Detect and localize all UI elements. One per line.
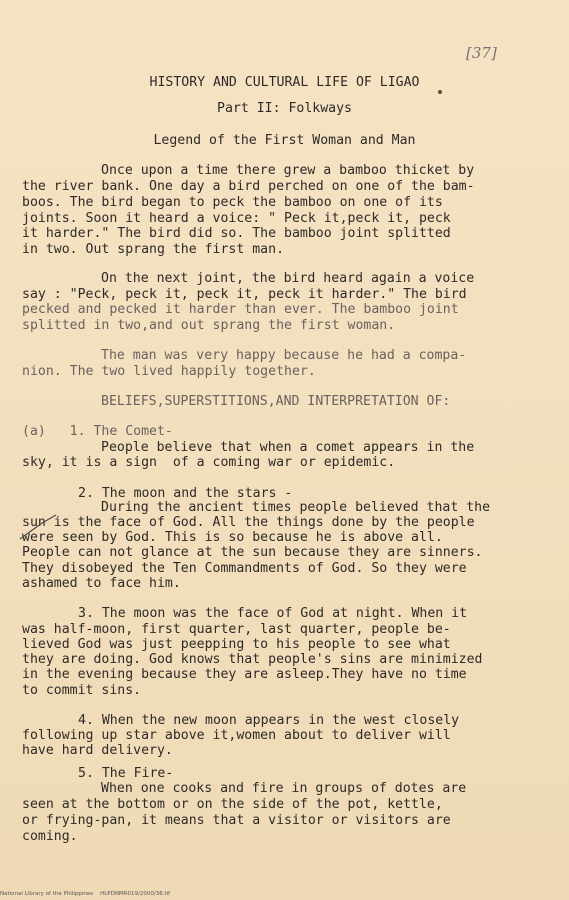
text-line: pecked and pecked it harder than ever. The bamboo joint [22,302,459,317]
text-line: boos. The bird began to peck the bamboo on one of its [22,195,443,210]
text-line: seen at the bottom or on the side of the pot, kettle, [22,797,443,812]
archive-footer: National Library of the Philippines HLPDNMR019/2000/36.tif [0,891,171,897]
text-line: have hard delivery. [22,743,173,758]
text-line: in two. Out sprang the first man. [22,242,285,257]
text-line: coming. [22,829,78,844]
text-line: They disobeyed the Ten Commandments of God. So they were [22,561,467,576]
text-line: say : "Peck, peck it, peck it, peck it harder." The bird [22,287,467,302]
text-line: 4. When the new moon appears in the west closely [78,713,460,728]
pen-stroke-mark [14,505,64,545]
text-line: People can not glance at the sun because they are sinners. [22,545,483,560]
item-label: (a) 1. The Comet- [22,424,173,439]
text-line: sky, it is a sign of a coming war or epidemic. [22,455,396,470]
document-title: HISTORY AND CULTURAL LIFE OF LIGAO [149,75,420,90]
text-line: splitted in two,and out sprang the first woman. [22,318,396,333]
text-line: to commit sins. [22,683,142,698]
item-label: 2. The moon and the stars - [78,486,293,501]
text-line: in the evening because they are asleep.They have no time [22,667,467,682]
text-line: Once upon a time there grew a bamboo thicket by [101,163,475,178]
text-line: it harder." The bird did so. The bamboo joint splitted [22,226,451,241]
text-line: People believe that when a comet appears in the [101,440,475,455]
text-line: ashamed to face him. [22,576,181,591]
text-line: was half-moon, first quarter, last quarter, people be- [22,622,451,637]
text-line: 3. The moon was the face of God at night. When it [78,606,468,621]
page-number: [37] [466,44,497,62]
text-line: were seen by God. This is so because he is above all. [22,530,443,545]
text-line: The man was very happy because he had a compa- [101,348,467,363]
legend-title: Legend of the First Woman and Man [153,133,416,148]
text-line: following up star above it,women about to deliver will [22,728,451,743]
text-line: On the next joint, the bird heard again a voice [101,271,475,286]
text-line: or frying-pan, it means that a visitor or visitors are [22,813,451,828]
text-line: lieved God was just peepping to his people to see what [22,637,451,652]
part-heading: Part II: Folkways [217,101,352,116]
text-line: they are doing. God knows that people's sins are minimized [22,652,483,667]
text-line: When one cooks and fire in groups of dotes are [101,781,467,796]
text-line: During the ancient times people believed that the [101,500,491,515]
text-line: nion. The two lived happily together. [22,364,316,379]
text-line: the river bank. One day a bird perched on one of the bam- [22,179,475,194]
text-line: joints. Soon it heard a voice: " Peck it,peck it, peck [22,211,451,226]
ink-dot-mark [436,88,444,96]
text-line: sun is the face of God. All the things done by the people [22,515,475,530]
beliefs-heading: BELIEFS,SUPERSTITIONS,AND INTERPRETATION OF: [101,394,451,409]
item-label: 5. The Fire- [78,766,174,781]
